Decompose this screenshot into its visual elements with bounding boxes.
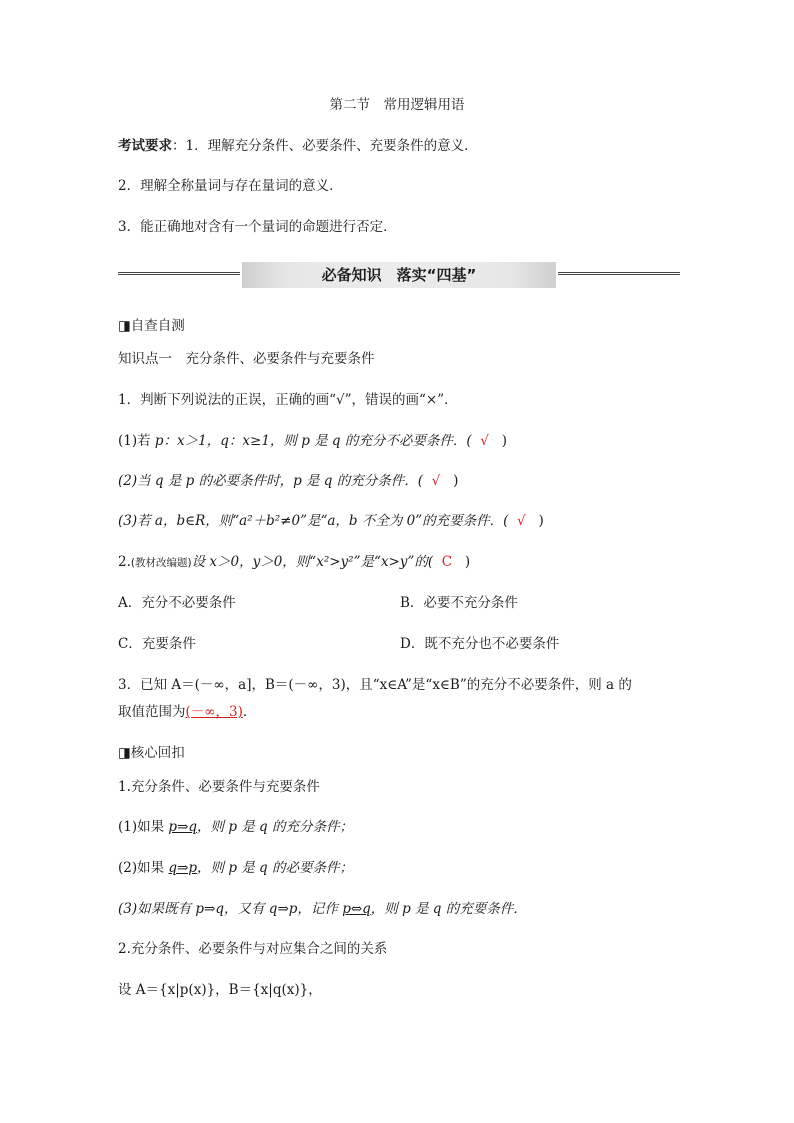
requirements-label: 考试要求	[118, 138, 172, 154]
banner-title: 必备知识 落实“四基”	[242, 262, 556, 288]
question-1-item-1: (1)若 p：x＞1，q：x≥1，则 p 是 q 的充分不必要条件．( √ )	[118, 433, 507, 449]
exam-requirement-1: 考试要求：1．理解充分条件、必要条件、充要条件的意义．	[118, 138, 478, 154]
answer-blank: (－∞，3)	[185, 704, 243, 720]
core-item-1: (1)如果 p⇒q，则 p 是 q 的充分条件；	[118, 819, 353, 835]
answer-mark: √	[480, 433, 489, 449]
section-banner	[118, 262, 680, 288]
bookmark-icon: ◨	[118, 745, 131, 761]
answer-mark: √	[517, 513, 526, 529]
option-a: A．充分不必要条件	[118, 595, 236, 611]
self-check-heading: ◨自查自测	[118, 318, 185, 334]
question-3-line-2: 取值范围为(－∞，3)．	[118, 704, 257, 720]
answer-mark: √	[431, 473, 441, 489]
answer-mark: C	[441, 554, 453, 570]
question-1: 1．判断下列说法的正误，正确的画“√”，错误的画“×”．	[118, 392, 458, 408]
question-2: 2.(教材改编题)设 x＞0，y＞0，则“x²>y²”是“x>y”的( C )	[118, 554, 471, 570]
option-b: B．必要不充分条件	[400, 595, 518, 611]
banner-rule-left	[118, 272, 240, 275]
core-section-1-heading: 1.充分条件、必要条件与充要条件	[118, 779, 320, 795]
bookmark-icon: ◨	[118, 318, 131, 334]
core-item-3: (3)如果既有 p⇒q，又有 q⇒p，记作 p⇔q，则 p 是 q 的充要条件．	[118, 901, 527, 917]
question-3-line-1: 3．已知 A＝(－∞，a]，B＝(－∞，3)，且“x∈A”是“x∈B”的充分不必要条件，则 a 的	[118, 677, 632, 693]
exam-requirement-2: 2．理解全称量词与存在量词的意义．	[118, 178, 343, 194]
core-review-heading: ◨核心回扣	[118, 745, 185, 761]
option-d: D．既不充分也不必要条件	[400, 636, 560, 652]
page-title: 第二节 常用逻辑用语	[329, 97, 465, 113]
exam-requirement-3: 3．能正确地对含有一个量词的命题进行否定．	[118, 219, 397, 235]
source-tag: (教材改编题)	[130, 557, 192, 569]
knowledge-point-heading: 知识点一 充分条件、必要条件与充要条件	[118, 351, 375, 367]
question-1-item-2: (2)当 q 是 p 的必要条件时，p 是 q 的充分条件．( √ )	[118, 473, 459, 489]
core-section-2-heading: 2.充分条件、必要条件与对应集合之间的关系	[118, 941, 388, 957]
banner-rule-right	[558, 272, 680, 275]
core-item-2: (2)如果 q⇒p，则 p 是 q 的必要条件；	[118, 860, 353, 876]
question-1-item-3: (3)若 a，b∈R，则“a²＋b²≠0”是“a，b 不全为 0”的充要条件．( √ )	[118, 513, 544, 529]
option-c: C．充要条件	[118, 636, 196, 652]
core-section-2-line-1: 设 A＝{x|p(x)}，B＝{x|q(x)}，	[118, 982, 322, 998]
